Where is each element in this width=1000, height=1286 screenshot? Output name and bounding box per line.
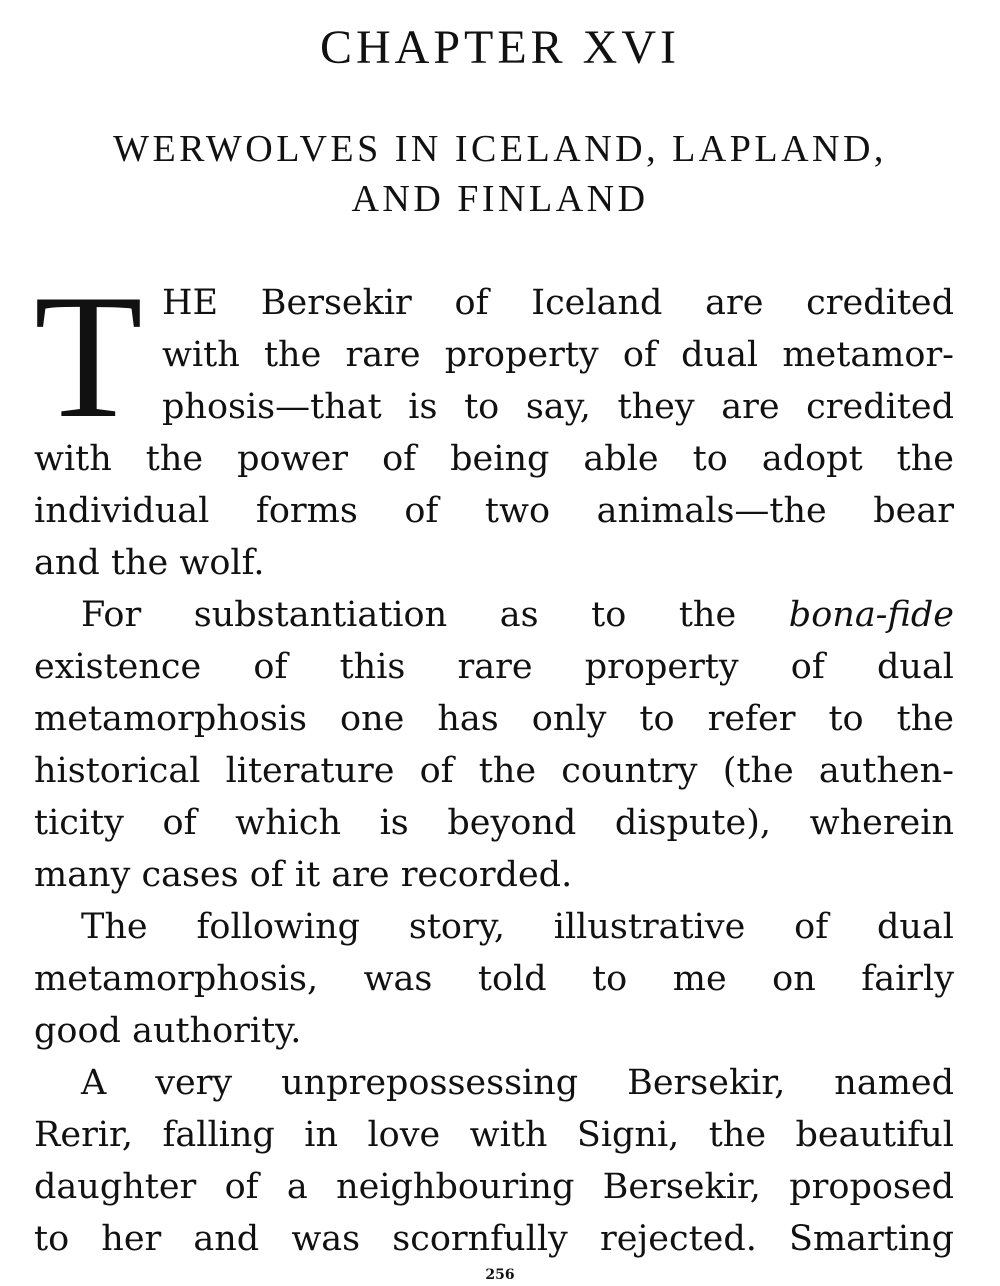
paragraph-4 — [34, 1057, 954, 1109]
drop-cap-block — [34, 257, 954, 455]
paragraph-1-line-4: with the power of being able to adopt the — [34, 439, 954, 479]
paragraph-1-line-6: and the wolf. — [34, 543, 265, 583]
paragraph-3 — [34, 901, 954, 953]
paragraph-2-line-3: metamorphosis one has only to refer to the — [34, 699, 954, 739]
paragraph-4-line-4: to her and was scornfully rejected. Smarting — [34, 1219, 954, 1259]
paragraph-3-line-1: The following story, illustrative of dual — [81, 907, 954, 947]
chapter-title-line-2: AND FINLAND — [351, 178, 649, 220]
paragraph-3-line-3: good authority. — [34, 1011, 302, 1051]
paragraph-1-line-1: HE Bersekir of Iceland are credited — [162, 283, 954, 323]
paragraph-1-line-3: phosis—that is to say, they are credited — [162, 387, 954, 427]
paragraph-3-line-2: metamorphosis, was told to me on fairly — [34, 959, 954, 999]
paragraph-2-line-4: historical literature of the country (the authen- — [34, 751, 954, 791]
paragraph-2-line-2: existence of this rare property of dual — [34, 647, 954, 687]
paragraph-4-line-3: daughter of a neighbouring Bersekir, proposed — [34, 1167, 954, 1207]
paragraph-2-line-1 — [34, 589, 954, 641]
paragraph-1-line-5: individual forms of two animals—the bear — [34, 491, 954, 531]
paragraph-3-continued — [34, 953, 954, 1057]
italic-phrase: bona-fide — [788, 595, 954, 635]
paragraph-2-line-1-text: For substantiation as to the — [81, 595, 737, 635]
paragraph-1 — [34, 257, 954, 589]
body-text — [34, 257, 954, 1265]
drop-cap: T — [34, 257, 143, 455]
paragraph-1-line-2: with the rare property of dual metamor- — [162, 335, 954, 375]
paragraph-4-line-2: Rerir, falling in love with Signi, the beautiful — [34, 1115, 954, 1155]
page-number: 256 — [485, 1267, 515, 1283]
paragraph-2 — [34, 589, 954, 641]
paragraph-2-line-5: ticity of which is beyond dispute), wherein — [34, 803, 954, 843]
paragraph-4-continued — [34, 1109, 954, 1265]
paragraph-2-continued — [34, 641, 954, 901]
paragraph-2-line-6: many cases of it are recorded. — [34, 855, 573, 895]
paragraph-4-line-1: A very unprepossessing Bersekir, named — [81, 1063, 954, 1103]
chapter-title-line-1: WERWOLVES IN ICELAND, LAPLAND, — [113, 128, 887, 170]
chapter-title — [40, 124, 960, 224]
chapter-heading: CHAPTER XVI — [319, 21, 680, 74]
